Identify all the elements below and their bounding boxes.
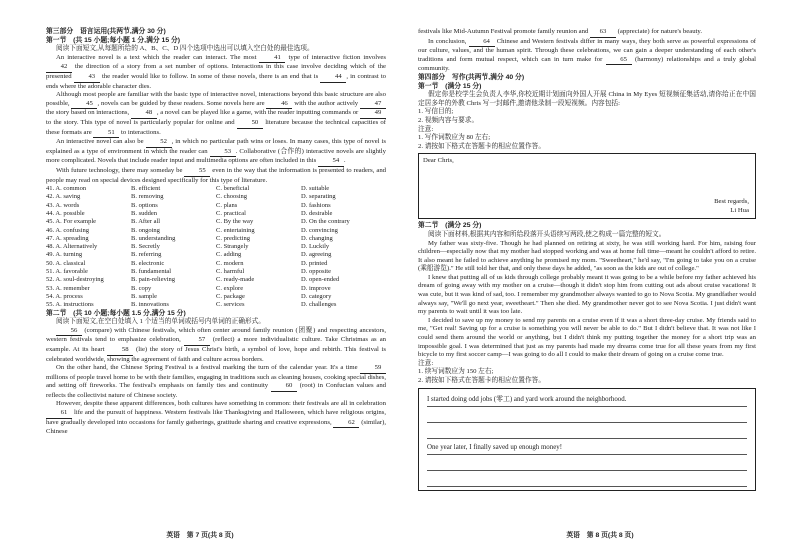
blank-51[interactable]: 51 [93, 129, 119, 139]
cloze-paragraph-3: An interactive novel can also be 52 , in which no particular path wins or loses. In many cases, this type of novel is explained as a type of environment in which the reader can 53 . Collaborative (合作的) interactive novels are slightly more complicated. Novels that include reader input and multimedia options are often included in this 54 . [46, 138, 386, 167]
answer-line[interactable] [427, 473, 747, 487]
option-item[interactable]: C. plans [216, 201, 238, 209]
option-item[interactable]: C. choosing [216, 193, 248, 201]
option-row [46, 243, 386, 251]
cloze-paragraph-4: With future technology, there may someday be 55 even in the way that the information is presented to readers, and people may read on special devices designed specifically for this type of literature. [46, 166, 387, 184]
writing1-note-2: 2. 请按如下格式在答题卡的相应位置作答。 [418, 142, 546, 150]
blank-47[interactable]: 47 [360, 100, 386, 110]
continuation-opening-1: I started doing odd jobs (零工) and yard work around the neighborhood. [427, 393, 747, 407]
option-item[interactable]: B. After all [131, 218, 161, 226]
blank-62[interactable]: 62 [333, 419, 359, 429]
option-item[interactable]: 51. A. favorable [46, 268, 88, 276]
letter-name: Li Hua [730, 206, 749, 214]
note-label: 注意: [418, 125, 434, 133]
option-row [46, 293, 386, 301]
option-item[interactable]: 49. A. turning [46, 251, 83, 259]
blank-43[interactable]: 43 [74, 73, 100, 83]
option-item[interactable]: B. innovations [131, 301, 169, 309]
writing1-point-2: 2. 视频内容与要求。 [418, 116, 479, 124]
letter-closing: Best regards, [714, 198, 749, 206]
writing1-heading: 第一节 (满分 15 分) [418, 82, 482, 90]
option-item[interactable]: B. options [131, 201, 158, 209]
option-row [46, 185, 386, 193]
story-paragraph-3: I decided to save up my money to send my parents on a cruise even if it was a short three-day cruise. My friends said to me, "Get real! Saving up for a cruise is something you will never be able to do." But I didn't believe that. It was not like I could send them around the world or anything, but I didn't think my putting together the money for a short trip was an impossible goal. I was determined that just as my parents had made my dreams come true for all these years from my first bicycle to my first soccer camp—I was going to do all I could to make their dream of going on a cruise come true. [418, 316, 756, 359]
blank-58[interactable]: 58 [107, 346, 133, 356]
option-row [46, 235, 386, 243]
blank-44[interactable]: 44 [320, 73, 346, 83]
grammar-paragraph-3: However, despite these apparent differences, both cultures have something in common: their festivals are all in celebration 61 life and the pursuit of happiness. Western festivals like Thanksgiving and Halloween, which have religious origins, have gradually developed into occasions for family gatherings, gratitude sharing and creative expressions, 62 (similar), Chinese [46, 400, 386, 436]
option-row [46, 251, 386, 259]
blank-45[interactable]: 45 [71, 100, 97, 110]
option-item[interactable]: C. adding [216, 251, 242, 259]
option-item[interactable]: 54. A. process [46, 292, 83, 300]
option-row [46, 301, 386, 309]
answer-line[interactable] [427, 457, 747, 471]
letter-signature [714, 198, 749, 215]
option-item[interactable]: B. Secretly [131, 243, 160, 251]
option-item[interactable]: B. copy [131, 284, 152, 292]
blank-52[interactable]: 52 [146, 138, 172, 148]
blank-49[interactable]: 49 [360, 109, 386, 119]
option-item[interactable]: C. explore [216, 284, 244, 292]
writing2-note-1: 1. 续写词数应为 150 左右; [418, 368, 494, 376]
page-8 [400, 0, 800, 551]
page-footer-8: 英语 第 8 页(共 8 页) [566, 532, 634, 539]
blank-65[interactable]: 65 [606, 56, 632, 66]
option-row [46, 227, 386, 235]
option-item[interactable]: C. predicting [216, 234, 250, 242]
option-item[interactable]: D. challenges [301, 301, 337, 309]
option-item[interactable]: D. suitable [301, 185, 330, 193]
cloze-paragraph-1: An interactive novel is a text which the reader can interact. The most 41 type of interactive fiction involves 42 the direction of a story from a set number of options. Interactions in this case involve deciding which of the presented 43 the reader would like to follow. In some of these novels, there is an end that is 44 , in contrast to ends where the adorable character dies. [46, 53, 387, 90]
blank-64[interactable]: 64 [469, 38, 495, 48]
option-item[interactable]: D. open-ended [301, 276, 340, 284]
continuation-answer-box[interactable] [418, 388, 756, 491]
option-row [46, 218, 386, 226]
option-item[interactable]: B. efficient [131, 185, 161, 193]
option-row [46, 193, 386, 201]
option-row [46, 202, 386, 210]
options-table [46, 185, 386, 309]
writing1-instruction: 假定你是校学生会负责人李华,你校近期计划面向外国人开展 China in My Eyes 短视频征集活动,请你给正在中国定居多年的外教 Chris 写一封邮件,邀请他录制一段短视频。内容包括: [418, 91, 756, 107]
section2-instruction: 阅读下面短文,在空白处填入 1 个适当的单词或括号内单词的正确形式。 [56, 318, 265, 326]
blank-56[interactable]: 56 [56, 327, 82, 337]
option-item[interactable]: C. modern [216, 259, 244, 267]
option-row [46, 268, 386, 276]
option-item[interactable]: D. separating [301, 193, 336, 201]
answer-line[interactable] [427, 425, 747, 439]
option-item[interactable]: D. Luckily [301, 243, 330, 251]
option-item[interactable]: 42. A. saving [46, 193, 81, 201]
option-item[interactable]: C. beneficial [216, 185, 250, 193]
option-item[interactable]: C. entertaining [216, 226, 255, 234]
grammar-paragraph-4: In conclusion, 64 Chinese and Western festivals differ in many ways, they both serve as powerful expressions of our culture, values, and the human spirit. Through these celebrations, we can gain a deeper understanding of each other's traditions and form mutual respect, which can in turn make for 65 (harmony) relationships and a truly global community. [418, 37, 757, 73]
option-item[interactable]: D. category [301, 292, 332, 300]
option-item[interactable]: D. desirable [301, 209, 333, 217]
grammar-paragraph-2: On the other hand, the Chinese Spring Festival is a festival marking the turn of the calendar year. It's a time 59 millions of people travel home to be with their families, engaging in traditions such as cleaning houses, cooking special dishes, and setting off fireworks. The festival's emphasis on family ties and continuity 60 (root) in Confucian values and reflects the collectivist nature of Chinese society. [46, 364, 387, 399]
blank-55[interactable]: 55 [184, 167, 210, 177]
option-item[interactable]: D. On the contrary [301, 218, 350, 226]
blank-59[interactable]: 59 [360, 364, 386, 374]
section1-heading: 第一节 (共 15 小题;每小题 1 分,满分 15 分) [46, 36, 181, 44]
option-item[interactable]: D. improve [301, 284, 331, 292]
option-item[interactable]: B. fundamental [131, 268, 172, 276]
option-item[interactable]: B. pain-relieving [131, 276, 176, 284]
option-item[interactable]: 48. A. Alternatively [46, 243, 98, 251]
option-item[interactable]: C. harmful [216, 268, 245, 276]
writing2-note-2: 2. 请按如下格式在答题卡的相应位置作答。 [418, 377, 546, 384]
blank-63[interactable]: 63 [590, 28, 616, 38]
option-row [46, 276, 386, 284]
blank-41[interactable]: 41 [259, 54, 285, 64]
option-item[interactable]: 43. A. words [46, 201, 80, 209]
option-row [46, 285, 386, 293]
option-item[interactable]: 44. A. possible [46, 209, 85, 217]
page-footer-7: 英语 第 7 页(共 8 页) [166, 532, 234, 539]
blank-60[interactable]: 60 [271, 382, 297, 392]
option-item[interactable]: 52. A. soul-destroying [46, 276, 104, 284]
writing1-note-1: 1. 写作词数应为 80 左右; [418, 134, 491, 142]
option-item[interactable]: B. sudden [131, 209, 157, 217]
part3-heading: 第三部分 语言运用(共两节,满分 30 分) [46, 28, 166, 35]
option-item[interactable]: 53. A. remember [46, 284, 90, 292]
option-item[interactable]: D. printed [301, 259, 328, 267]
option-item[interactable]: B. electronic [131, 259, 165, 267]
blank-42[interactable]: 42 [46, 63, 72, 73]
blank-48[interactable]: 48 [131, 109, 157, 119]
option-item[interactable]: B. removing [131, 193, 164, 201]
letter-salutation: Dear Chris, [423, 157, 454, 165]
cloze-paragraph-2: Although most people are familiar with the basic type of interactive novel, interactions beyond this basic structure are also possible, 45 , novels can be guided by these readers. Some novels here are 46 with the author actively 47 the story based on interactions, 48 , a novel can be played like a game, with the reader inputting commands or 49 to the story. This type of novel is particularly popular for online and 50 literature because the technical capacities of these formats are 51 to interactions. [46, 91, 386, 138]
option-item[interactable]: 45. A. For example [46, 218, 97, 226]
grammar-paragraph-3-cont: festivals like Mid-Autumn Festival promote family reunion and 63 (appreciate) for nature's beauty. [418, 28, 756, 38]
option-item[interactable]: C. ready-made [216, 276, 255, 284]
part4-heading: 第四部分 写作(共两节,满分 40 分) [418, 73, 525, 81]
blank-53[interactable]: 53 [210, 148, 236, 158]
writing2-instruction: 阅读下面材料,根据其内容和所给段落开头语续写两段,使之构成一篇完整的短文。 [428, 230, 666, 238]
writing2-heading: 第二节 (满分 25 分) [418, 222, 482, 230]
continuation-opening-2: One year later, I finally saved up enough money! [427, 441, 747, 455]
option-item[interactable]: B. referring [131, 251, 162, 259]
blank-46[interactable]: 46 [266, 100, 292, 110]
option-item[interactable]: 46. A. confusing [46, 226, 89, 234]
option-row [46, 210, 386, 218]
option-item[interactable]: D. changing [301, 234, 333, 242]
option-row [46, 260, 386, 268]
section1-instruction: 阅读下面短文,从每题所给的 A、B、C、D 四个选项中选出可以填入空白处的最佳选项。 [56, 45, 314, 53]
option-item[interactable]: 50. A. classical [46, 259, 86, 267]
option-item[interactable]: C. Strangely [216, 243, 249, 251]
option-item[interactable]: D. fashions [301, 201, 331, 209]
blank-61[interactable]: 61 [46, 409, 72, 419]
option-item[interactable]: 41. A. common [46, 185, 87, 193]
section2-heading: 第二节 (共 10 小题;每小题 1.5 分,满分 15 分) [46, 309, 186, 317]
option-item[interactable]: C. services [216, 301, 245, 309]
option-item[interactable]: D. agreeing [301, 251, 332, 259]
letter-answer-box[interactable] [418, 153, 756, 219]
option-item[interactable]: 47. A. spreading [46, 234, 89, 242]
option-item[interactable]: C. practical [216, 209, 246, 217]
answer-line[interactable] [427, 409, 747, 423]
story-paragraph-1: My father was sixty-five. Though he had planned on retiring at sixty, he was still working hard. For him, raising four children—especially now that my mother had stopped working and was at home full time—meant he couldn't afford to retire. It also meant he failed to achieve anything he promised my mom. "Sweetheart," he'd say, "I'm going to take you on a cruise (乘船游览)." He still told her that, and only these days he added, "as soon as the kids are out of college." [418, 239, 756, 273]
grammar-paragraph-1: 56 (compare) with Chinese festivals, which often center around family reunion (团聚) and respecting ancestors, western festivals tend to emphasize celebration, 57 (reflect) a more individualistic culture. Take Christmas as an example. At its heart 58 (lie) the story of Jesus Christ's birth, a symbol of love, hope and rebirth. This festival is celebrated worldwide, showing the agreement of faith and culture across borders. [46, 326, 387, 363]
option-item[interactable]: 55. A. instructions [46, 301, 94, 309]
blank-57[interactable]: 57 [184, 336, 210, 346]
option-item[interactable]: B. sample [131, 292, 157, 300]
option-item[interactable]: C. By the way [216, 218, 254, 226]
option-item[interactable]: B. understanding [131, 234, 176, 242]
blank-54[interactable]: 54 [318, 157, 344, 167]
writing1-point-1: 1. 写信目的; [418, 108, 454, 116]
option-item[interactable]: B. ongoing [131, 226, 160, 234]
option-item[interactable]: D. opposite [301, 268, 331, 276]
option-item[interactable]: C. package [216, 292, 245, 300]
note-label-2: 注意: [418, 359, 434, 367]
option-item[interactable]: D. convincing [301, 226, 338, 234]
story-paragraph-2: I knew that putting all of us kids through college probably meant it was going to be a while before my father achieved his dream of going away with my mother on a cruise—though it didn't stop him from cutting out ads about cruise vacations! It was cute, but it was kind of sad, too. I remember my grandmother always wanted to go to Nova Scotia. My grandfather would always say, "We'll go next year, sweetheart." Then she died. My grandmother never got to see Nova Scotia. I just didn't want my parents to wait until it was too late. [418, 273, 756, 316]
blank-50[interactable]: 50 [237, 119, 263, 129]
